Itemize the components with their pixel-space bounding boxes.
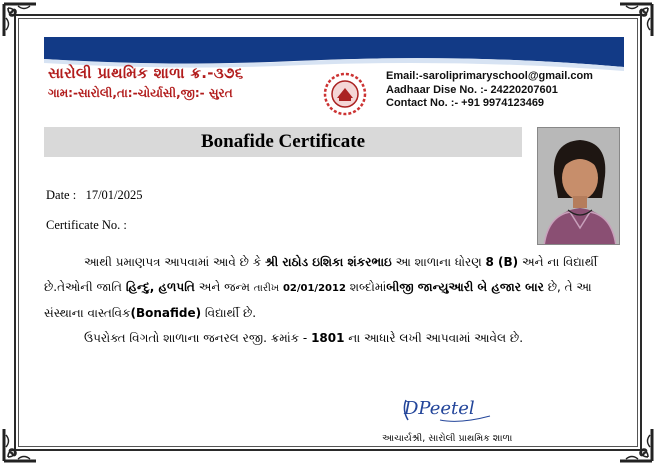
corner-flourish-icon [618,2,654,38]
corner-flourish-icon [2,2,38,38]
student-name: શ્રી રાઠોડ ઇશિકા શંકરભાઇ [265,255,392,269]
date-value: 17/01/2025 [85,188,143,202]
body-text-segment: ઉપરોક્ત વિગતો શાળાના જનરલ રજી. ક્રમાંક - [84,331,312,345]
body-paragraph-1 [44,250,624,326]
body-text-segment: અને જન્મ [194,280,254,294]
date-label: Date : [46,188,77,202]
standard: 8 (B) [485,255,519,269]
dob-label: તારીખ [253,283,280,294]
body-paragraph-2 [44,326,624,351]
corner-flourish-icon [618,427,654,463]
principal-signature [400,390,504,428]
caste: હિન્દુ, હળપતિ [125,280,195,294]
certificate-number-label: Certificate No. : [46,218,127,232]
signature-caption: આચાર્યશ્રી, સારોલી પ્રાથમિક શાળા [382,433,513,444]
body-text-segment: વિદ્યાર્થી છે. [201,306,257,320]
student-portrait-image [538,128,620,245]
school-logo-icon [318,68,372,116]
body-text-segment: આ શાળાના ધોરણ [391,255,486,269]
body-text-segment: શબ્દોમાં [345,280,387,294]
signature-text: DPeetel [404,398,475,419]
body-text-segment: અને ના વિદ્યાર્થી છે.તેઓની જાતિ [44,255,598,294]
certificate-title: Bonafide Certificate [200,131,366,152]
date-of-birth-words: બીજી જાન્યુઆરી બે હજાર બાર [386,280,544,294]
date-of-birth: 02/01/2012 [282,283,346,294]
certificate-body [44,250,624,351]
dise-number: Aadhaar Dise No. :- 24220207601 [386,83,558,96]
phone-number: Contact No. :- +91 9974123469 [386,97,545,109]
student-photo [537,127,620,245]
certificate-number-line [46,218,127,233]
register-number: 1801 [311,331,345,345]
body-text-segment: આથી પ્રમાણપત્ર આપવામાં આવે છે કે [84,255,265,269]
email-text: Email:-saroliprimaryschool@gmail.com [386,70,593,82]
body-text-segment: છે, તે આ સંસ્થાના વાસ્તવિક [44,280,592,320]
date-line [46,188,143,203]
corner-flourish-icon [2,427,38,463]
school-name: સારોલી પ્રાથમિક શાળા ક્ર.-૩૭૬ [48,64,244,82]
school-address: ગામ:-સારોલી,તા:-ચોર્યાસી,જી:- સુરત [48,86,233,100]
body-text-segment: ના આધારે લખી આપવામાં આવેલ છે. [344,331,524,345]
bonafide-term: (Bonafide) [130,306,202,320]
contact-block [386,70,593,111]
title-bar [44,127,522,157]
